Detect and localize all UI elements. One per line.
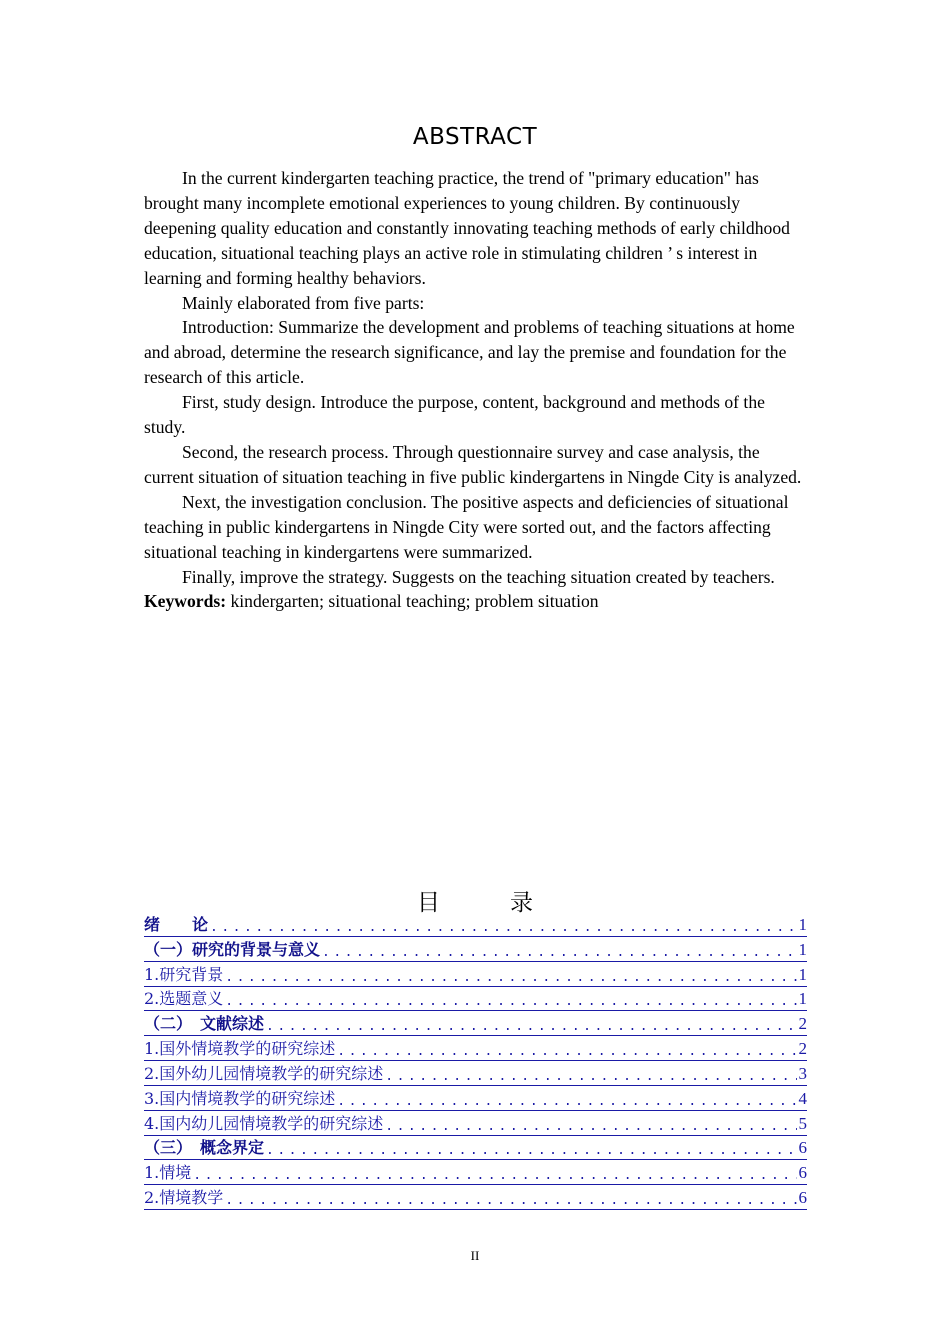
abstract-paragraph: Introduction: Summarize the development and problems of teaching situations at home and abroad, determine the research significance, and lay the premise and foundation for the research of this article. [144, 317, 795, 388]
toc-entry-link[interactable] [144, 912, 807, 937]
toc-dot-leader [225, 994, 796, 1009]
keywords-line [144, 589, 808, 614]
toc-entry-link[interactable] [144, 937, 807, 962]
abstract-paragraph: In the current kindergarten teaching practice, the trend of "primary education" has brought many incomplete emotional experiences to young children. By continuously deepening quality education and constantly innovating teaching methods of early childhood education, situational teaching plays an active role in stimulating children ’ s interest in learning and forming healthy behaviors. [144, 168, 790, 288]
toc-entry-link[interactable] [144, 1160, 807, 1185]
toc-entry-link[interactable] [144, 1086, 807, 1111]
toc-dot-leader [193, 1168, 796, 1183]
toc-entry-label: 2.国外幼儿园情境教学的研究综述 [144, 1063, 384, 1083]
abstract-paragraph: Second, the research process. Through questionnaire survey and case analysis, the current situation of situation teaching in five public kindergartens in Ningde City is analyzed. [144, 441, 802, 487]
toc-entry-link[interactable] [144, 1185, 807, 1210]
toc-entry-label: 2.选题意义 [144, 989, 224, 1009]
abstract-paragraph: First, study design. Introduce the purpose, content, background and methods of the study. [144, 392, 765, 438]
keywords-label: Keywords: [144, 591, 227, 612]
toc-dot-leader [337, 1044, 796, 1059]
toc-entry-label: 1.国外情境教学的研究综述 [144, 1039, 336, 1059]
toc-dot-leader [225, 1193, 796, 1208]
toc-entry-label: （一）研究的背景与意义 [144, 939, 321, 959]
toc-entry-link[interactable] [144, 1111, 807, 1136]
toc-entry-label: （二） 文献综述 [144, 1014, 265, 1034]
toc-dot-leader [385, 1119, 796, 1134]
toc-dot-leader [266, 1019, 796, 1034]
toc-entry-label: 2.情境教学 [144, 1188, 224, 1208]
toc-title-left: 目 [417, 890, 440, 916]
toc-entry-label: 1.研究背景 [144, 964, 224, 984]
toc-entry-page: 2 [798, 1014, 807, 1034]
toc-entry-link[interactable] [144, 987, 807, 1012]
abstract-paragraph: Finally, improve the strategy. Suggests on the teaching situation created by teachers. [182, 566, 775, 587]
toc-dot-leader [210, 920, 796, 935]
toc-dot-leader [225, 970, 796, 985]
toc-entry-label: 3.国内情境教学的研究综述 [144, 1088, 336, 1108]
toc-entry-page: 1 [798, 914, 807, 934]
toc-entry-page: 2 [798, 1039, 807, 1059]
page-number: II [470, 1248, 480, 1263]
toc-entry-label: （三） 概念界定 [144, 1138, 265, 1158]
toc-dot-leader [385, 1069, 796, 1084]
abstract-paragraph: Next, the investigation conclusion. The positive aspects and deficiencies of situational teaching in public kindergartens in Ningde City were sorted out, and the factors affecting situational teaching in kindergartens were summarized. [144, 491, 789, 562]
abstract-paragraph: Mainly elaborated from five parts: [182, 292, 425, 313]
abstract-body [144, 166, 808, 614]
toc-entry-page: 5 [798, 1113, 807, 1133]
toc-entry-link[interactable] [144, 962, 807, 987]
toc-entry-page: 3 [798, 1063, 807, 1083]
toc-entry-link[interactable] [144, 1036, 807, 1061]
toc-entry-page: 6 [798, 1163, 807, 1183]
abstract-title: ABSTRACT [412, 124, 538, 150]
toc-entry-page: 1 [798, 964, 807, 984]
toc-entry-page: 6 [798, 1138, 807, 1158]
toc-dot-leader [337, 1094, 796, 1109]
toc-entry-label: 4.国内幼儿园情境教学的研究综述 [144, 1113, 384, 1133]
toc-entry-page: 1 [798, 989, 807, 1009]
toc-dot-leader [322, 945, 796, 960]
toc-entry-link[interactable] [144, 1061, 807, 1086]
toc-entry-link[interactable] [144, 1136, 807, 1161]
toc-entry-page: 4 [798, 1088, 807, 1108]
toc-title-right: 录 [510, 890, 533, 916]
toc-entry-page: 6 [798, 1188, 807, 1208]
toc-entry-link[interactable] [144, 1011, 807, 1036]
toc-entry-label: 1.情境 [144, 1163, 192, 1183]
toc-entry-label: 绪 论 [144, 914, 209, 934]
toc-dot-leader [266, 1143, 796, 1158]
table-of-contents [144, 912, 807, 1210]
toc-entry-page: 1 [798, 939, 807, 959]
keywords-text: kindergarten; situational teaching; problem situation [226, 591, 599, 612]
